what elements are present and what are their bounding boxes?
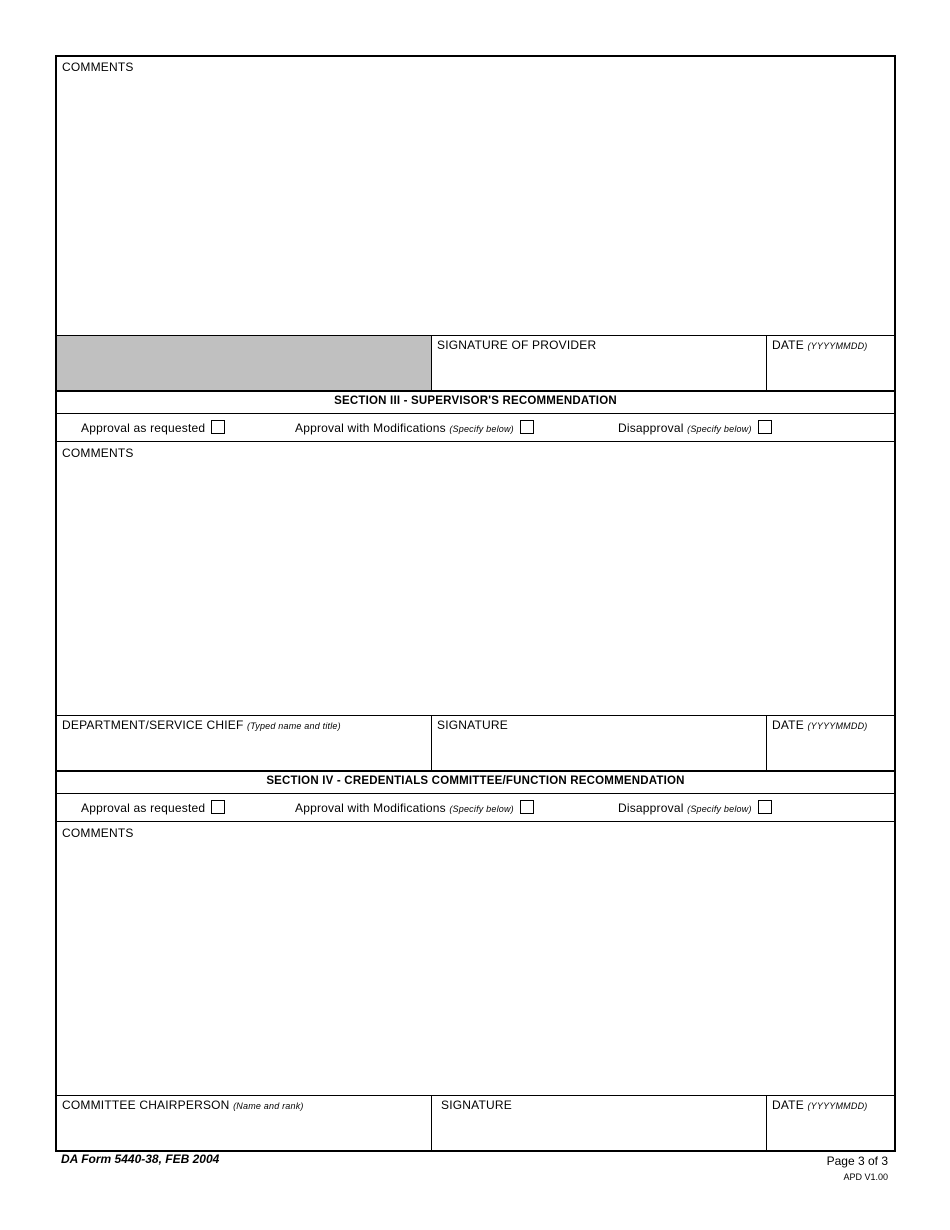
comments-label-iv: COMMENTS xyxy=(62,826,134,840)
approval-checkbox-iv[interactable] xyxy=(211,800,225,814)
signature-of-provider-field[interactable] xyxy=(432,353,766,390)
date-field-iii[interactable] xyxy=(767,733,894,770)
date-field-iv[interactable] xyxy=(767,1113,894,1150)
divider xyxy=(57,390,894,392)
shaded-block xyxy=(57,336,431,390)
comments-field-iii[interactable] xyxy=(57,461,894,715)
comments-label-iii: COMMENTS xyxy=(62,446,134,460)
comments-field-provider[interactable] xyxy=(57,75,894,335)
form-identifier: DA Form 5440-38, FEB 2004 xyxy=(61,1152,220,1166)
date-label-provider: DATE (YYYYMMDD) xyxy=(772,338,868,352)
committee-chairperson-field[interactable] xyxy=(57,1113,431,1150)
department-chief-label: DEPARTMENT/SERVICE CHIEF (Typed name and title) xyxy=(62,718,341,732)
approval-checkbox-iii[interactable] xyxy=(211,420,225,434)
approval-option-iv: Approval as requested xyxy=(81,800,225,815)
signature-field-iii[interactable] xyxy=(432,733,766,770)
signature-label-iii: SIGNATURE xyxy=(437,718,508,732)
disapproval-checkbox-iii[interactable] xyxy=(758,420,772,434)
modifications-checkbox-iii[interactable] xyxy=(520,420,534,434)
divider xyxy=(57,770,894,772)
approval-option-iii: Approval as requested xyxy=(81,420,225,435)
modifications-option-iv: Approval with Modifications (Specify below) xyxy=(295,800,534,815)
comments-label-provider: COMMENTS xyxy=(62,60,134,74)
page-number: Page 3 of 3 xyxy=(826,1154,888,1168)
disapproval-checkbox-iv[interactable] xyxy=(758,800,772,814)
modifications-checkbox-iv[interactable] xyxy=(520,800,534,814)
form-version: APD V1.00 xyxy=(843,1172,888,1182)
divider xyxy=(57,715,894,716)
date-field-provider[interactable] xyxy=(767,353,894,390)
disapproval-option-iv: Disapproval (Specify below) xyxy=(618,800,772,815)
form-page xyxy=(55,55,896,1152)
signature-field-iv[interactable] xyxy=(432,1113,766,1150)
section-iii-title: SECTION III - SUPERVISOR'S RECOMMENDATION xyxy=(334,395,617,407)
department-chief-field[interactable] xyxy=(57,733,431,770)
disapproval-option-iii: Disapproval (Specify below) xyxy=(618,420,772,435)
divider xyxy=(57,413,894,414)
divider xyxy=(57,821,894,822)
section-iv-title: SECTION IV - CREDENTIALS COMMITTEE/FUNCTION RECOMMENDATION xyxy=(266,775,685,787)
divider xyxy=(57,793,894,794)
divider xyxy=(57,1095,894,1096)
date-label-iv: DATE (YYYYMMDD) xyxy=(772,1098,868,1112)
modifications-option-iii: Approval with Modifications (Specify below) xyxy=(295,420,534,435)
signature-of-provider-label: SIGNATURE OF PROVIDER xyxy=(437,338,597,352)
signature-label-iv: SIGNATURE xyxy=(441,1098,512,1112)
comments-field-iv[interactable] xyxy=(57,841,894,1095)
committee-chairperson-label: COMMITTEE CHAIRPERSON (Name and rank) xyxy=(62,1098,304,1112)
date-label-iii: DATE (YYYYMMDD) xyxy=(772,718,868,732)
divider xyxy=(57,441,894,442)
